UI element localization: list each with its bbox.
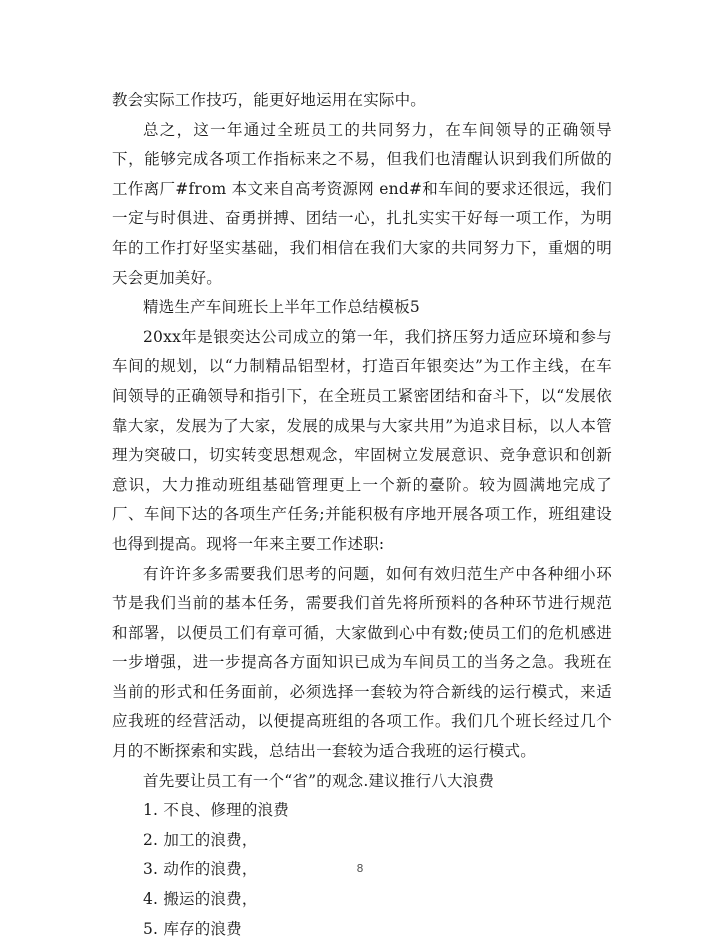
paragraph: 有许许多多需要我们思考的问题，如何有效归范生产中各种细小环节是我们当前的基本任务，需要我们首先将所预料的各种环节进行规范和部署，以便员工们有章可循，大家做到心中有数;使员工们的危机感进一步增强，进一步提高各方面知识已成为车间员工的当务之急。我班在当前的形式和任务面前，必须选择一套较为符合新线的运行模式，来适应我班的经营活动，以便提高班组的各项工作。我们几个班长经过几个月的不断探索和实践，总结出一套较为适合我班的运行模式。 [112,564,612,761]
list-item: 2. 加工的浪费， [143,830,258,849]
list-item: 4. 搬运的浪费， [143,890,258,909]
section-heading: 精选生产车间班长上半年工作总结模板5 [143,298,420,317]
page-number: 8 [356,862,364,875]
list-item: 3. 动作的浪费， [143,860,258,879]
list-item: 5. 库存的浪费 [143,919,242,938]
paragraph: 总之，这一年通过全班员工的共同努力，在车间领导的正确领导下，能够完成各项工作指标来之不易，但我们也清醒认识到我们所做的工作离厂#from 本文来自高考资源网 end#和车间的要求还很远，我们一定与时俱进、奋勇拼搏、团结一心，扎扎实实干好每一项工作，为明年的工作打好坚实基础，我们相信在我们大家的共同努力下，重烟的明天会更加美好。 [112,120,612,287]
paragraph: 首先要让员工有一个“省”的观念.建议推行八大浪费 [143,771,495,790]
paragraph: 20xx年是银奕达公司成立的第一年，我们挤压努力适应环境和参与车间的规划，以“力制精品铝型材，打造百年银奕达”为工作主线，在车间领导的正确领导和指引下，在全班员工紧密团结和奋斗下，以“发展依靠大家，发展为了大家，发展的成果与大家共用”为追求目标，以人本管理为突破口，切实转变思想观念，牢固树立发展意识、竞争意识和创新意识，大力推动班组基础管理更上一个新的臺阶。较为圆满地完成了厂、车间下达的各项生产任务;并能积极有序地开展各项工作，班组建设也得到提高。现将一年来主要工作述职: [112,327,612,553]
document-body [112,86,612,944]
paragraph: 教会实际工作技巧，能更好地运用在实际中。 [112,91,427,109]
list-item: 1. 不良、修理的浪费 [143,801,289,820]
